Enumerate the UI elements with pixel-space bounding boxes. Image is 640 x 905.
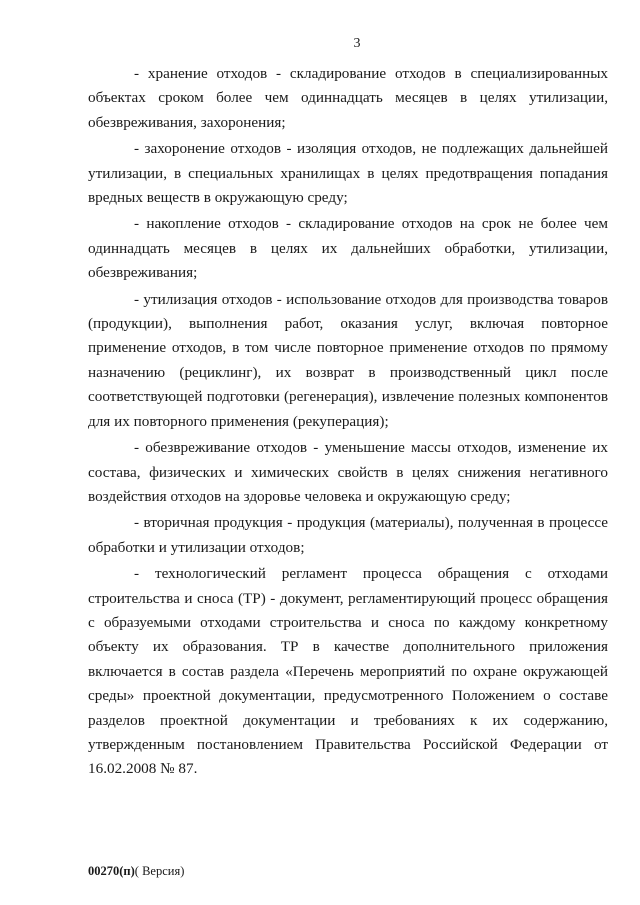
definition-technological-regulation: - технологический регламент процесса обращения с отходами строительства и сноса (ТР) - документ, регламентирующий процесс обращения с образуемыми отходами строительства и сноса по каждому конкретному объекту их образования. ТР в качестве дополнительного приложения включается в состав раздела «Перечень мероприятий по охране окружающей среды» проектной документации, предусмотренного Положением о составе разделов проектной документации и требованиях к их содержанию, утвержденным постановлением Правительства Российской Федерации от 16.02.2008 № 87. (88, 565, 608, 778)
definition-accumulation: - накопление отходов - складирование отходов на срок не более чем одиннадцать месяцев в целях их дальнейших обработки, утилизации, обезвреживания; (88, 215, 608, 282)
definition-storage: - хранение отходов - складирование отходов в специализированных объектах сроком более чем одиннадцать месяцев в целях утилизации, обезвреживания, захоронения; (88, 65, 608, 131)
definition-utilization: - утилизация отходов - использование отходов для производства товаров (продукции), выполнения работ, оказания услуг, включая повторное применение отходов, в том числе повторное применение отходов по прямому назначению (рециклинг), их возврат в производственный цикл после соответствующей подготовки (регенерация), извлечение полезных компонентов для их повторного применения (рекуперация); (88, 290, 608, 430)
page-number: 3 (353, 36, 361, 51)
document-footer (88, 864, 184, 879)
document-code: 00270(п) (88, 864, 135, 878)
document-body (88, 62, 608, 782)
definition-burial: - захоронение отходов - изоляция отходов, не подлежащих дальнейшей утилизации, в специальных хранилищах в целях предотвращения попадания вредных веществ в окружающую среду; (88, 140, 608, 207)
document-version-label: ( Версия) (134, 864, 185, 878)
definition-neutralization: - обезвреживание отходов - уменьшение массы отходов, изменение их состава, физических и химических свойств в целях снижения негативного воздействия отходов на здоровье человека и окружающую среду; (88, 439, 608, 505)
definition-secondary-product: - вторичная продукция - продукция (материалы), полученная в процессе обработки и утилизации отходов; (88, 514, 608, 556)
